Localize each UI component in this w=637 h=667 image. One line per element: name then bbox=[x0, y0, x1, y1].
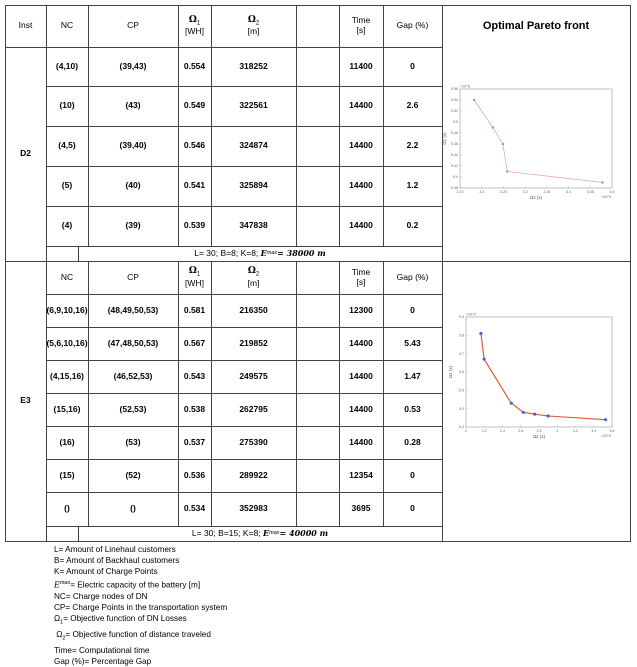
plot-area bbox=[460, 89, 612, 188]
omega2-unit: [m] bbox=[247, 277, 260, 288]
legend-b: B= Amount of Backhaul customers bbox=[54, 556, 180, 566]
x-axis-label: Ω2 (x) bbox=[532, 434, 546, 439]
y-tick-label: 5.3 bbox=[459, 425, 464, 430]
time-label: Time bbox=[351, 15, 371, 26]
gap-cell: 0.53 bbox=[404, 403, 421, 414]
d2-emax-sup: max bbox=[266, 250, 278, 257]
omega1-cell: 0.534 bbox=[183, 503, 206, 514]
gap-cell: 0 bbox=[410, 304, 415, 315]
pareto-front-chart-d2 bbox=[442, 47, 630, 261]
e3-parameters bbox=[78, 526, 442, 541]
x-tick-label: 3.45 bbox=[586, 190, 594, 194]
legend-o2-desc: = Objective function of distance traveled bbox=[65, 629, 211, 639]
omega2-cell: 325894 bbox=[239, 180, 268, 191]
omega2-symbol: Ω bbox=[247, 14, 256, 25]
x-multiplier: ×10^5 bbox=[601, 434, 611, 438]
cp-cell: () bbox=[130, 503, 136, 514]
y-tick-label: 5.56 bbox=[451, 87, 458, 92]
legend-o2-sub: 2 bbox=[62, 635, 66, 642]
omega1-cell: 0.581 bbox=[183, 304, 206, 315]
time-cell: 12354 bbox=[349, 469, 373, 480]
y-tick-label: 5.9 bbox=[459, 315, 464, 320]
time-label: Time bbox=[351, 266, 371, 277]
cp-cell: (43) bbox=[125, 100, 141, 111]
nc-cell: (4,5) bbox=[58, 140, 76, 151]
gap-cell: 5.43 bbox=[404, 337, 421, 348]
omega1-cell: 0.543 bbox=[183, 370, 206, 381]
y-tick-label: 5.54 bbox=[451, 98, 458, 103]
cp-cell: (48,49,50,53) bbox=[107, 304, 159, 315]
d2-params-text: L= 30; B=8; K=8; bbox=[194, 247, 259, 258]
y-multiplier: ×10^5 bbox=[460, 84, 470, 89]
gap-cell: 1.2 bbox=[406, 180, 419, 191]
y-multiplier: ×10^5 bbox=[466, 312, 476, 317]
pareto-point bbox=[483, 358, 486, 361]
x-tick-label: 2.2 bbox=[481, 429, 487, 433]
pareto-point bbox=[546, 414, 549, 417]
omega1-cell: 0.541 bbox=[183, 180, 206, 191]
time-cell: 12300 bbox=[349, 304, 373, 315]
omega2-cell: 322561 bbox=[239, 100, 268, 111]
omega1-cell: 0.539 bbox=[183, 220, 206, 231]
legend-o1-sub: 1 bbox=[60, 619, 64, 626]
omega1-unit: [WH] bbox=[185, 26, 204, 37]
e3-params-text: L= 30; B=15; K=8; bbox=[191, 527, 261, 538]
time-cell: 11400 bbox=[349, 60, 373, 71]
legend-gap: Gap (%)= Percentage Gap bbox=[54, 656, 152, 666]
omega2-cell: 216350 bbox=[239, 304, 268, 315]
header-omega1 bbox=[178, 261, 211, 294]
gap-cell: 0.2 bbox=[406, 220, 419, 231]
cp-cell: (46,52,53) bbox=[113, 370, 153, 381]
cp-cell: (52,53) bbox=[119, 403, 147, 414]
legend-l: L= Amount of Linehaul customers bbox=[54, 545, 176, 554]
x-tick-label: 3.4 bbox=[591, 429, 597, 433]
y-axis-label: Ω1 (x) bbox=[448, 365, 453, 379]
cp-cell: (39,43) bbox=[119, 60, 147, 71]
gap-cell: 2.2 bbox=[406, 140, 419, 151]
omega2-symbol: Ω bbox=[247, 266, 256, 277]
d2-emax-value: = 38000 m bbox=[277, 247, 326, 258]
nc-cell: (4) bbox=[61, 220, 73, 231]
plot-area bbox=[466, 317, 612, 427]
header-time bbox=[339, 261, 383, 294]
e3-emax-symbol: E bbox=[263, 527, 270, 538]
header-pareto-front: Optimal Pareto front bbox=[482, 19, 590, 32]
gap-cell: 2.6 bbox=[406, 100, 419, 111]
x-tick-label: 3.6 bbox=[609, 429, 615, 433]
nc-cell: () bbox=[64, 503, 70, 514]
omega2-cell: 352983 bbox=[239, 503, 268, 514]
gap-cell: 0 bbox=[410, 469, 415, 480]
legend-omega1 bbox=[54, 613, 227, 629]
y-tick-label: 5.8 bbox=[459, 333, 464, 338]
x-tick-label: 3.3 bbox=[522, 190, 528, 194]
omega2-cell: 249575 bbox=[239, 370, 268, 381]
pareto-point bbox=[604, 418, 607, 421]
nc-cell: (4,10) bbox=[55, 60, 79, 71]
y-tick-label: 5.52 bbox=[451, 109, 458, 114]
omega1-cell: 0.567 bbox=[183, 337, 206, 348]
omega2-subscript: 2 bbox=[255, 272, 260, 279]
header-gap: Gap (%) bbox=[396, 271, 429, 282]
legend-k: K= Amount of Charge Points bbox=[54, 567, 158, 577]
header-nc: NC bbox=[60, 271, 74, 282]
omega1-cell: 0.554 bbox=[183, 60, 206, 71]
time-cell: 14400 bbox=[349, 436, 373, 447]
y-tick-label: 5.5 bbox=[459, 388, 464, 393]
x-tick-label: 2 bbox=[465, 429, 467, 433]
cp-cell: (47,48,50,53) bbox=[107, 337, 159, 348]
y-tick-label: 5.38 bbox=[451, 186, 458, 191]
omega2-unit: [m] bbox=[247, 26, 260, 37]
omega1-symbol: Ω bbox=[188, 14, 197, 25]
x-multiplier: ×10^5 bbox=[601, 195, 611, 199]
omega1-subscript: 1 bbox=[196, 272, 201, 279]
legend-emax-symbol: E bbox=[54, 580, 60, 590]
cp-cell: (39,40) bbox=[119, 140, 147, 151]
legend-time: Time= Computational time bbox=[54, 645, 150, 655]
column-border bbox=[296, 261, 297, 527]
x-axis-label: Ω2 (x) bbox=[529, 195, 543, 200]
instance-label-d2: D2 bbox=[20, 148, 31, 159]
cp-cell: (53) bbox=[125, 436, 141, 447]
time-cell: 14400 bbox=[349, 140, 373, 151]
x-tick-label: 2.8 bbox=[536, 429, 542, 433]
nc-cell: (16) bbox=[59, 436, 75, 447]
header-omega1 bbox=[178, 5, 211, 47]
legend-o1-desc: = Objective function of DN Losses bbox=[63, 613, 187, 623]
omega2-cell: 275390 bbox=[239, 436, 268, 447]
nc-cell: (5,6,10,16) bbox=[46, 337, 88, 348]
omega2-cell: 347838 bbox=[239, 220, 268, 231]
e3-emax-sup: max bbox=[269, 530, 280, 537]
nc-cell: (6,9,10,16) bbox=[46, 304, 88, 315]
y-tick-label: 5.7 bbox=[459, 351, 464, 356]
time-unit: [s] bbox=[356, 25, 366, 35]
pareto-point bbox=[479, 332, 482, 335]
header-cp: CP bbox=[127, 20, 139, 31]
header-inst: Inst bbox=[18, 20, 33, 31]
legend-emax-desc: = Electric capacity of the battery [m] bbox=[70, 580, 201, 590]
x-tick-label: 3.5 bbox=[609, 190, 615, 194]
x-tick-label: 3.25 bbox=[499, 190, 507, 194]
header-omega2 bbox=[211, 261, 296, 294]
nc-cell: (15,16) bbox=[53, 403, 81, 414]
table-right-border bbox=[630, 5, 631, 542]
omega2-subscript: 2 bbox=[255, 20, 260, 27]
instance-label-e3: E3 bbox=[20, 395, 31, 406]
y-tick-label: 5.44 bbox=[451, 153, 458, 158]
omega1-symbol: Ω bbox=[188, 266, 197, 277]
gap-cell: 0 bbox=[410, 503, 415, 514]
pareto-front-chart-e3 bbox=[442, 261, 630, 541]
gap-cell: 0.28 bbox=[404, 436, 421, 447]
d2-parameters bbox=[78, 246, 442, 261]
y-axis-label: Ω1 (x) bbox=[442, 132, 447, 145]
e3-emax-value: = 40000 m bbox=[279, 527, 329, 538]
x-tick-label: 2.6 bbox=[518, 429, 524, 433]
time-cell: 14400 bbox=[349, 370, 373, 381]
x-tick-label: 3.4 bbox=[566, 190, 572, 194]
pareto-point bbox=[533, 413, 536, 416]
x-tick-label: 3.2 bbox=[573, 429, 578, 433]
y-tick-label: 5.48 bbox=[451, 131, 458, 136]
header-gap: Gap (%) bbox=[396, 20, 429, 31]
omega1-cell: 0.538 bbox=[183, 403, 206, 414]
legend-o1-symbol: Ω bbox=[54, 613, 61, 623]
time-cell: 14400 bbox=[349, 100, 373, 111]
omega2-cell: 318252 bbox=[239, 60, 268, 71]
time-cell: 14400 bbox=[349, 180, 373, 191]
y-tick-label: 5.46 bbox=[451, 142, 458, 147]
y-tick-label: 5.5 bbox=[453, 120, 458, 125]
x-tick-label: 3.2 bbox=[479, 190, 485, 194]
nc-cell: (5) bbox=[61, 180, 73, 191]
legend-nc: NC= Charge nodes of DN bbox=[54, 591, 148, 601]
pareto-point bbox=[506, 170, 508, 172]
x-tick-label: 2.4 bbox=[500, 429, 505, 433]
legend-emax bbox=[54, 578, 227, 591]
cp-cell: (52) bbox=[125, 469, 141, 480]
gap-cell: 0 bbox=[410, 60, 415, 71]
cp-cell: (40) bbox=[125, 180, 141, 191]
time-unit: [s] bbox=[356, 276, 366, 287]
time-cell: 14400 bbox=[349, 220, 373, 231]
x-tick-label: 3 bbox=[556, 429, 559, 433]
omega1-cell: 0.536 bbox=[183, 469, 206, 480]
omega1-unit: [WH] bbox=[185, 277, 204, 288]
omega2-cell: 262795 bbox=[239, 403, 268, 414]
y-tick-label: 5.4 bbox=[453, 175, 458, 180]
pareto-point bbox=[502, 143, 504, 145]
header-omega2 bbox=[211, 5, 296, 47]
x-tick-label: 3.15 bbox=[456, 190, 464, 194]
nc-cell: (4,15,16) bbox=[49, 370, 85, 381]
nc-cell: (15) bbox=[59, 469, 75, 480]
omega1-cell: 0.537 bbox=[183, 436, 206, 447]
omega2-cell: 324874 bbox=[239, 140, 268, 151]
omega2-cell: 289922 bbox=[239, 469, 268, 480]
pareto-point bbox=[473, 99, 475, 101]
nc-cell: (10) bbox=[59, 100, 75, 111]
legend-emax-sup: max bbox=[59, 579, 71, 586]
header-time bbox=[339, 5, 383, 47]
legend-o2-symbol: Ω bbox=[56, 629, 63, 639]
time-cell: 3695 bbox=[351, 503, 371, 514]
cp-cell: (39) bbox=[125, 220, 141, 231]
omega1-subscript: 1 bbox=[196, 20, 201, 27]
omega1-cell: 0.549 bbox=[183, 100, 206, 111]
time-cell: 14400 bbox=[349, 403, 373, 414]
time-cell: 14400 bbox=[349, 337, 373, 348]
y-tick-label: 5.6 bbox=[459, 370, 464, 375]
pareto-point bbox=[510, 402, 513, 405]
pareto-point bbox=[522, 411, 525, 414]
header-nc: NC bbox=[60, 20, 74, 31]
y-tick-label: 5.4 bbox=[459, 406, 464, 411]
omega2-cell: 219852 bbox=[239, 337, 268, 348]
legend bbox=[54, 544, 227, 667]
pareto-point bbox=[602, 181, 604, 183]
d2-emax-symbol: E bbox=[260, 247, 267, 258]
header-cp: CP bbox=[127, 271, 139, 282]
legend-cp: CP= Charge Points in the transportation system bbox=[54, 602, 228, 612]
table-bottom-border bbox=[5, 541, 631, 542]
omega1-cell: 0.546 bbox=[183, 140, 206, 151]
pareto-point bbox=[492, 126, 494, 128]
column-border bbox=[296, 5, 297, 247]
gap-cell: 1.47 bbox=[404, 370, 421, 381]
x-tick-label: 3.35 bbox=[543, 190, 551, 194]
legend-omega2 bbox=[54, 629, 227, 645]
y-tick-label: 5.42 bbox=[451, 164, 458, 169]
